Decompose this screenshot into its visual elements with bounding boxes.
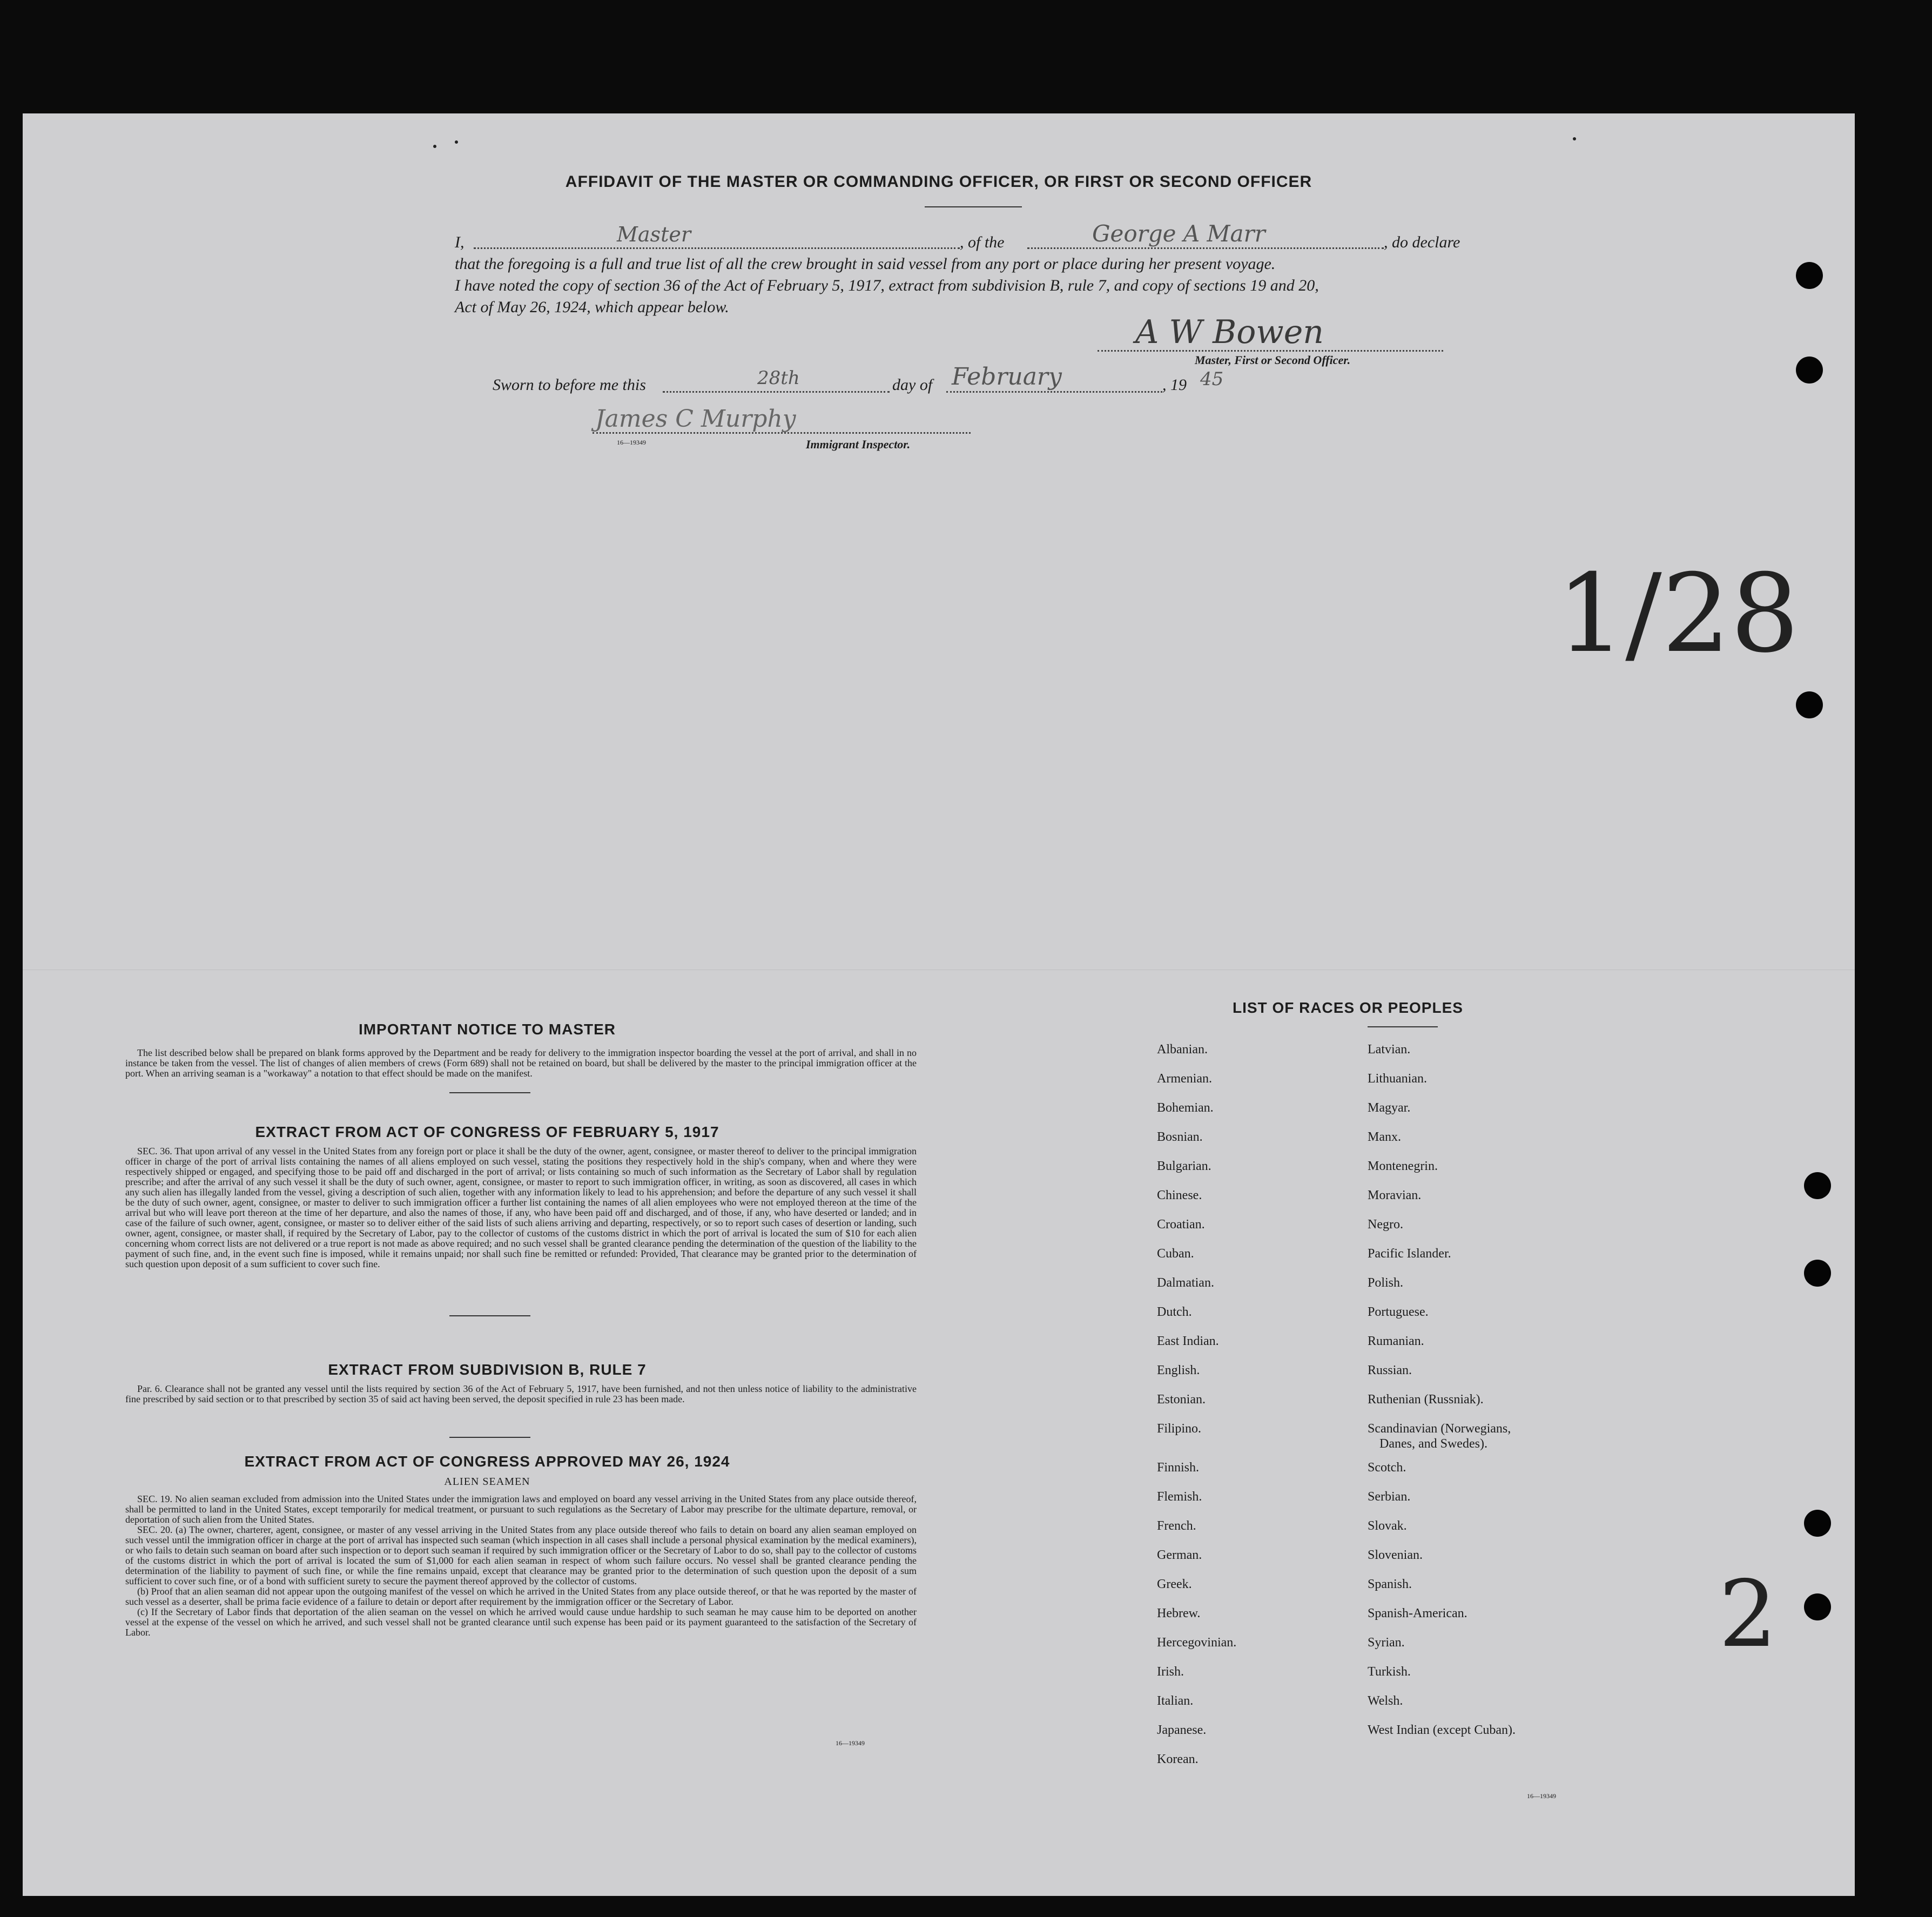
race-item: Spanish. [1368, 1577, 1412, 1591]
affidavit-line1-prefix: I, [455, 233, 465, 251]
race-item: Korean. [1157, 1752, 1199, 1766]
document-page [23, 113, 1855, 1896]
race-item: Slovenian. [1368, 1548, 1423, 1562]
race-item: Hebrew. [1157, 1606, 1201, 1620]
binder-hole [1804, 1260, 1831, 1287]
race-item: Irish. [1157, 1665, 1184, 1679]
race-item: Serbian. [1368, 1490, 1411, 1504]
race-item: Welsh. [1368, 1694, 1403, 1708]
race-item: Cuban. [1157, 1247, 1194, 1261]
race-item: Scotch. [1368, 1461, 1406, 1475]
race-item: Magyar. [1368, 1101, 1411, 1115]
handwritten-day: 28th [757, 367, 800, 389]
master-signature: A W Bowen [1135, 313, 1324, 351]
race-item: Dalmatian. [1157, 1276, 1214, 1290]
race-item: Negro. [1368, 1218, 1403, 1232]
handwritten-name: Master [617, 223, 691, 246]
extract3-subtitle: ALIEN SEAMEN [444, 1476, 530, 1488]
binder-hole [1804, 1172, 1831, 1199]
race-item: Flemish. [1157, 1490, 1202, 1504]
race-item: French. [1157, 1519, 1196, 1533]
race-item: Rumanian. [1368, 1334, 1424, 1348]
affidavit-title: AFFIDAVIT OF THE MASTER OR COMMANDING OFFICER, OR FIRST OR SECOND OFFICER [565, 173, 1312, 191]
day-blank [663, 391, 890, 393]
extract2-text: Par. 6. Clearance shall not be granted any vessel until the lists required by section 36 of the Act of February 5, 1917, have been furnished, and not then unless notice of liability to the administrative fine prescribed by said section or to that prescribed by section 35 of said act having been served, the deposit specified in rule 23 has been made. [125, 1383, 917, 1404]
race-item: Finnish. [1157, 1461, 1200, 1475]
race-item: English. [1157, 1363, 1200, 1377]
inspector-blank [593, 432, 971, 434]
race-item: German. [1157, 1548, 1202, 1562]
margin-note-small: 2 [1719, 1561, 1778, 1668]
inspector-caption: Immigrant Inspector. [806, 438, 911, 451]
race-item: Albanian. [1157, 1042, 1208, 1057]
race-item: Japanese. [1157, 1723, 1207, 1737]
race-item: Slovak. [1368, 1519, 1407, 1533]
race-item: Turkish. [1368, 1665, 1411, 1679]
race-item: Portuguese. [1368, 1305, 1429, 1319]
name-blank [474, 247, 960, 249]
race-item: Pacific Islander. [1368, 1247, 1451, 1261]
extract1-text: SEC. 36. That upon arrival of any vessel in the United States from any foreign port or place it shall be the duty of the owner, agent, consignee, or master thereof to deliver to the principal immigration officer in charge of the port of arrival lists containing the names of all aliens employed on such vessel, stating the positions they respectively hold in the ship's company, when and where they were respectively shipped or engaged, and specifying those to be paid off and discharged in the port of arrival; or lists containing so much of such information as the Secretary of Labor shall by regulation prescribe; and after the arrival of any such vessel it shall be the duty of such owner, agent, consignee, or master to report to such immigration officer, in writing, as soon as discovered, all cases in which any such alien has illegally landed from the vessel, giving a description of such alien, together with any information likely to lead to his apprehension; and before the departure of any such vessel it shall be the duty of such owner, agent, consignee, or master to deliver to such immigration officer a further list containing the names of all alien employees who were not employed thereon at the time of the arrival but who will leave port thereon at the time of her departure, and also the names of those, if any, who have been paid off and discharged, and of those, if any, who have deserted or landed; and in case of the failure of such owner, agent, consignee, or master so to deliver either of the said lists of such aliens arriving and departing, respectively, or so to report such cases of desertion or landing, such owner, agent, consignee, or master shall, if required by the Secretary of Labor, pay to the collector of customs of the customs district in which the port of arrival is located the sum of $10 for each alien concerning whom correct lists are not delivered or a true report is not made as above required; and no such vessel shall be granted clearance pending the determination of the question of the liability to the payment of such fine, and, in the event such fine is imposed, while it remains unpaid; nor shall such fine be remitted or refunded: Provided, That clearance may be granted prior to the determination of such question upon deposit of a sum sufficient to cover such fine. [125, 1146, 917, 1269]
notice-rule [449, 1092, 530, 1093]
race-item: Latvian. [1368, 1042, 1411, 1057]
race-item: Estonian. [1157, 1393, 1206, 1407]
form-number-races: 16—19349 [1527, 1792, 1556, 1800]
notice-text: The list described below shall be prepared on blank forms approved by the Department and be ready for delivery to the immigration inspector boarding the vessel at the port of arrival, and shall in no instance be taken from the vessel. The list of changes of alien members of crews (Form 689) shall not be retained on board, but shall be delivered by the master to the principal immigration officer at the port. When an arriving seaman is a "workaway" a notation to that effect should be made on the manifest. [125, 1047, 917, 1079]
affidavit-line1-suffix: , do declare [1384, 233, 1460, 251]
margin-note-large: 1/28 [1557, 551, 1800, 677]
signature-caption: Master, First or Second Officer. [1195, 353, 1351, 367]
extract3-text: SEC. 19. No alien seaman excluded from admission into the United States under the immigration laws and employed on board any vessel arriving in the United States from any place outside thereof, shall be permitted to land in the United States, except temporarily for medical treatment, or pursuant to such regulations as the Secretary of Labor may prescribe for the ultimate departure, removal, or deportation of such alien from the United States. SEC. 20. (a) The owner, charterer, agent, consignee, or master of any vessel arriving in the United States from any place outside thereof who fails to detain on board any alien seaman employed on such vessel until the immigration officer in charge at the port of arrival has inspected such seaman (which inspection in all cases shall include a personal physical examination by the medical examiners), or who fails to detain such seaman on board after such inspection or to deport such seaman if required by such immigration officer or the Secretary of Labor to do so, shall pay to the collector of customs of the customs district in which the port of arrival is located the sum of $1,000 for each alien seaman in respect of whom such failure occurs. No vessel shall be granted clearance pending the determination of the liability to payment of such fine, or while the fine remains unpaid, except that clearance may be granted prior to the determination of such question upon the deposit of a sum sufficient to cover such fine, or of a bond with sufficient surety to secure the payment thereof approved by the collector of customs. (b) Proof that an alien seaman did not appear upon the outgoing manifest of the vessel on which he arrived in the United States from any place outside thereof, or that he was reported by the master of such vessel as a deserter, shall be prima facie evidence of a failure to detain or deport after requirement by the immigration officer or the Secretary of Labor. (c) If the Secretary of Labor finds that deportation of the alien seaman on the vessel on which he arrived would cause undue hardship to such seaman he may cause him to be deported on another vessel at the expense of the vessel on which he arrived, and such vessel shall not be granted clearance until such expense has been paid or its payment guaranteed to the satisfaction of the Secretary of Labor. [125, 1494, 917, 1638]
binder-hole [1804, 1510, 1831, 1537]
race-item: Bulgarian. [1157, 1159, 1211, 1173]
race-item: Manx. [1368, 1130, 1401, 1144]
extract2-title: EXTRACT FROM SUBDIVISION B, RULE 7 [328, 1361, 647, 1378]
races-title: LIST OF RACES OR PEOPLES [1233, 999, 1463, 1016]
sworn-mid: day of [892, 376, 933, 394]
race-item: Bosnian. [1157, 1130, 1203, 1144]
month-blank [946, 391, 1162, 393]
handwritten-vessel: George A Marr [1092, 220, 1265, 247]
form-number-top: 16—19349 [617, 439, 646, 446]
race-item: Hercegovinian. [1157, 1636, 1237, 1650]
race-item: Lithuanian. [1368, 1072, 1427, 1086]
binder-hole [1796, 691, 1823, 718]
race-item: West Indian (except Cuban). [1368, 1723, 1516, 1737]
affidavit-line1-mid: , of the [960, 233, 1005, 251]
race-item: Greek. [1157, 1577, 1192, 1591]
race-item: Dutch. [1157, 1305, 1192, 1319]
affidavit-line3: I have noted the copy of section 36 of the Act of February 5, 1917, extract from subdivision B, rule 7, and copy of sections 19 and 20, [455, 277, 1319, 294]
affidavit-line2: that the foregoing is a full and true list of all the crew brought in said vessel from any port or place during her present voyage. [455, 255, 1276, 273]
extract1-rule [449, 1315, 530, 1316]
race-item: Montenegrin. [1368, 1159, 1438, 1173]
race-item: Syrian. [1368, 1636, 1405, 1650]
vessel-blank [1027, 247, 1384, 249]
speck [1573, 137, 1576, 140]
speck [455, 140, 458, 144]
race-item: Russian. [1368, 1363, 1412, 1377]
race-item: Croatian. [1157, 1218, 1205, 1232]
inspector-signature: James C Murphy [595, 405, 796, 433]
signature-blank [1098, 350, 1443, 352]
extract3-title: EXTRACT FROM ACT OF CONGRESS APPROVED MAY 26, 1924 [244, 1453, 730, 1470]
sworn-year-prefix: , 19 [1162, 376, 1187, 394]
handwritten-year: 45 [1200, 368, 1224, 390]
race-item: Bohemian. [1157, 1101, 1214, 1115]
form-number-notice: 16—19349 [836, 1739, 865, 1747]
extract1-title: EXTRACT FROM ACT OF CONGRESS OF FEBRUARY 5, 1917 [255, 1124, 719, 1140]
race-item: East Indian. [1157, 1334, 1219, 1348]
notice-title: IMPORTANT NOTICE TO MASTER [358, 1021, 616, 1038]
race-item: Spanish-American. [1368, 1606, 1467, 1620]
binder-hole [1796, 262, 1823, 289]
handwritten-month: February [952, 363, 1062, 391]
binder-hole [1804, 1593, 1831, 1620]
title-rule [925, 206, 1022, 207]
extract2-rule [449, 1437, 530, 1438]
sworn-prefix: Sworn to before me this [493, 376, 646, 394]
race-item: Moravian. [1368, 1188, 1422, 1202]
race-item: Filipino. [1157, 1422, 1202, 1436]
races-rule [1368, 1026, 1438, 1027]
binder-hole [1796, 357, 1823, 384]
race-item: Scandinavian (Norwegians, [1368, 1422, 1511, 1436]
speck [433, 145, 436, 148]
race-item: Danes, and Swedes). [1379, 1437, 1487, 1451]
race-item: Polish. [1368, 1276, 1404, 1290]
race-item: Ruthenian (Russniak). [1368, 1393, 1484, 1407]
race-item: Chinese. [1157, 1188, 1202, 1202]
race-item: Italian. [1157, 1694, 1194, 1708]
race-item: Armenian. [1157, 1072, 1212, 1086]
affidavit-line4: Act of May 26, 1924, which appear below. [455, 298, 729, 316]
